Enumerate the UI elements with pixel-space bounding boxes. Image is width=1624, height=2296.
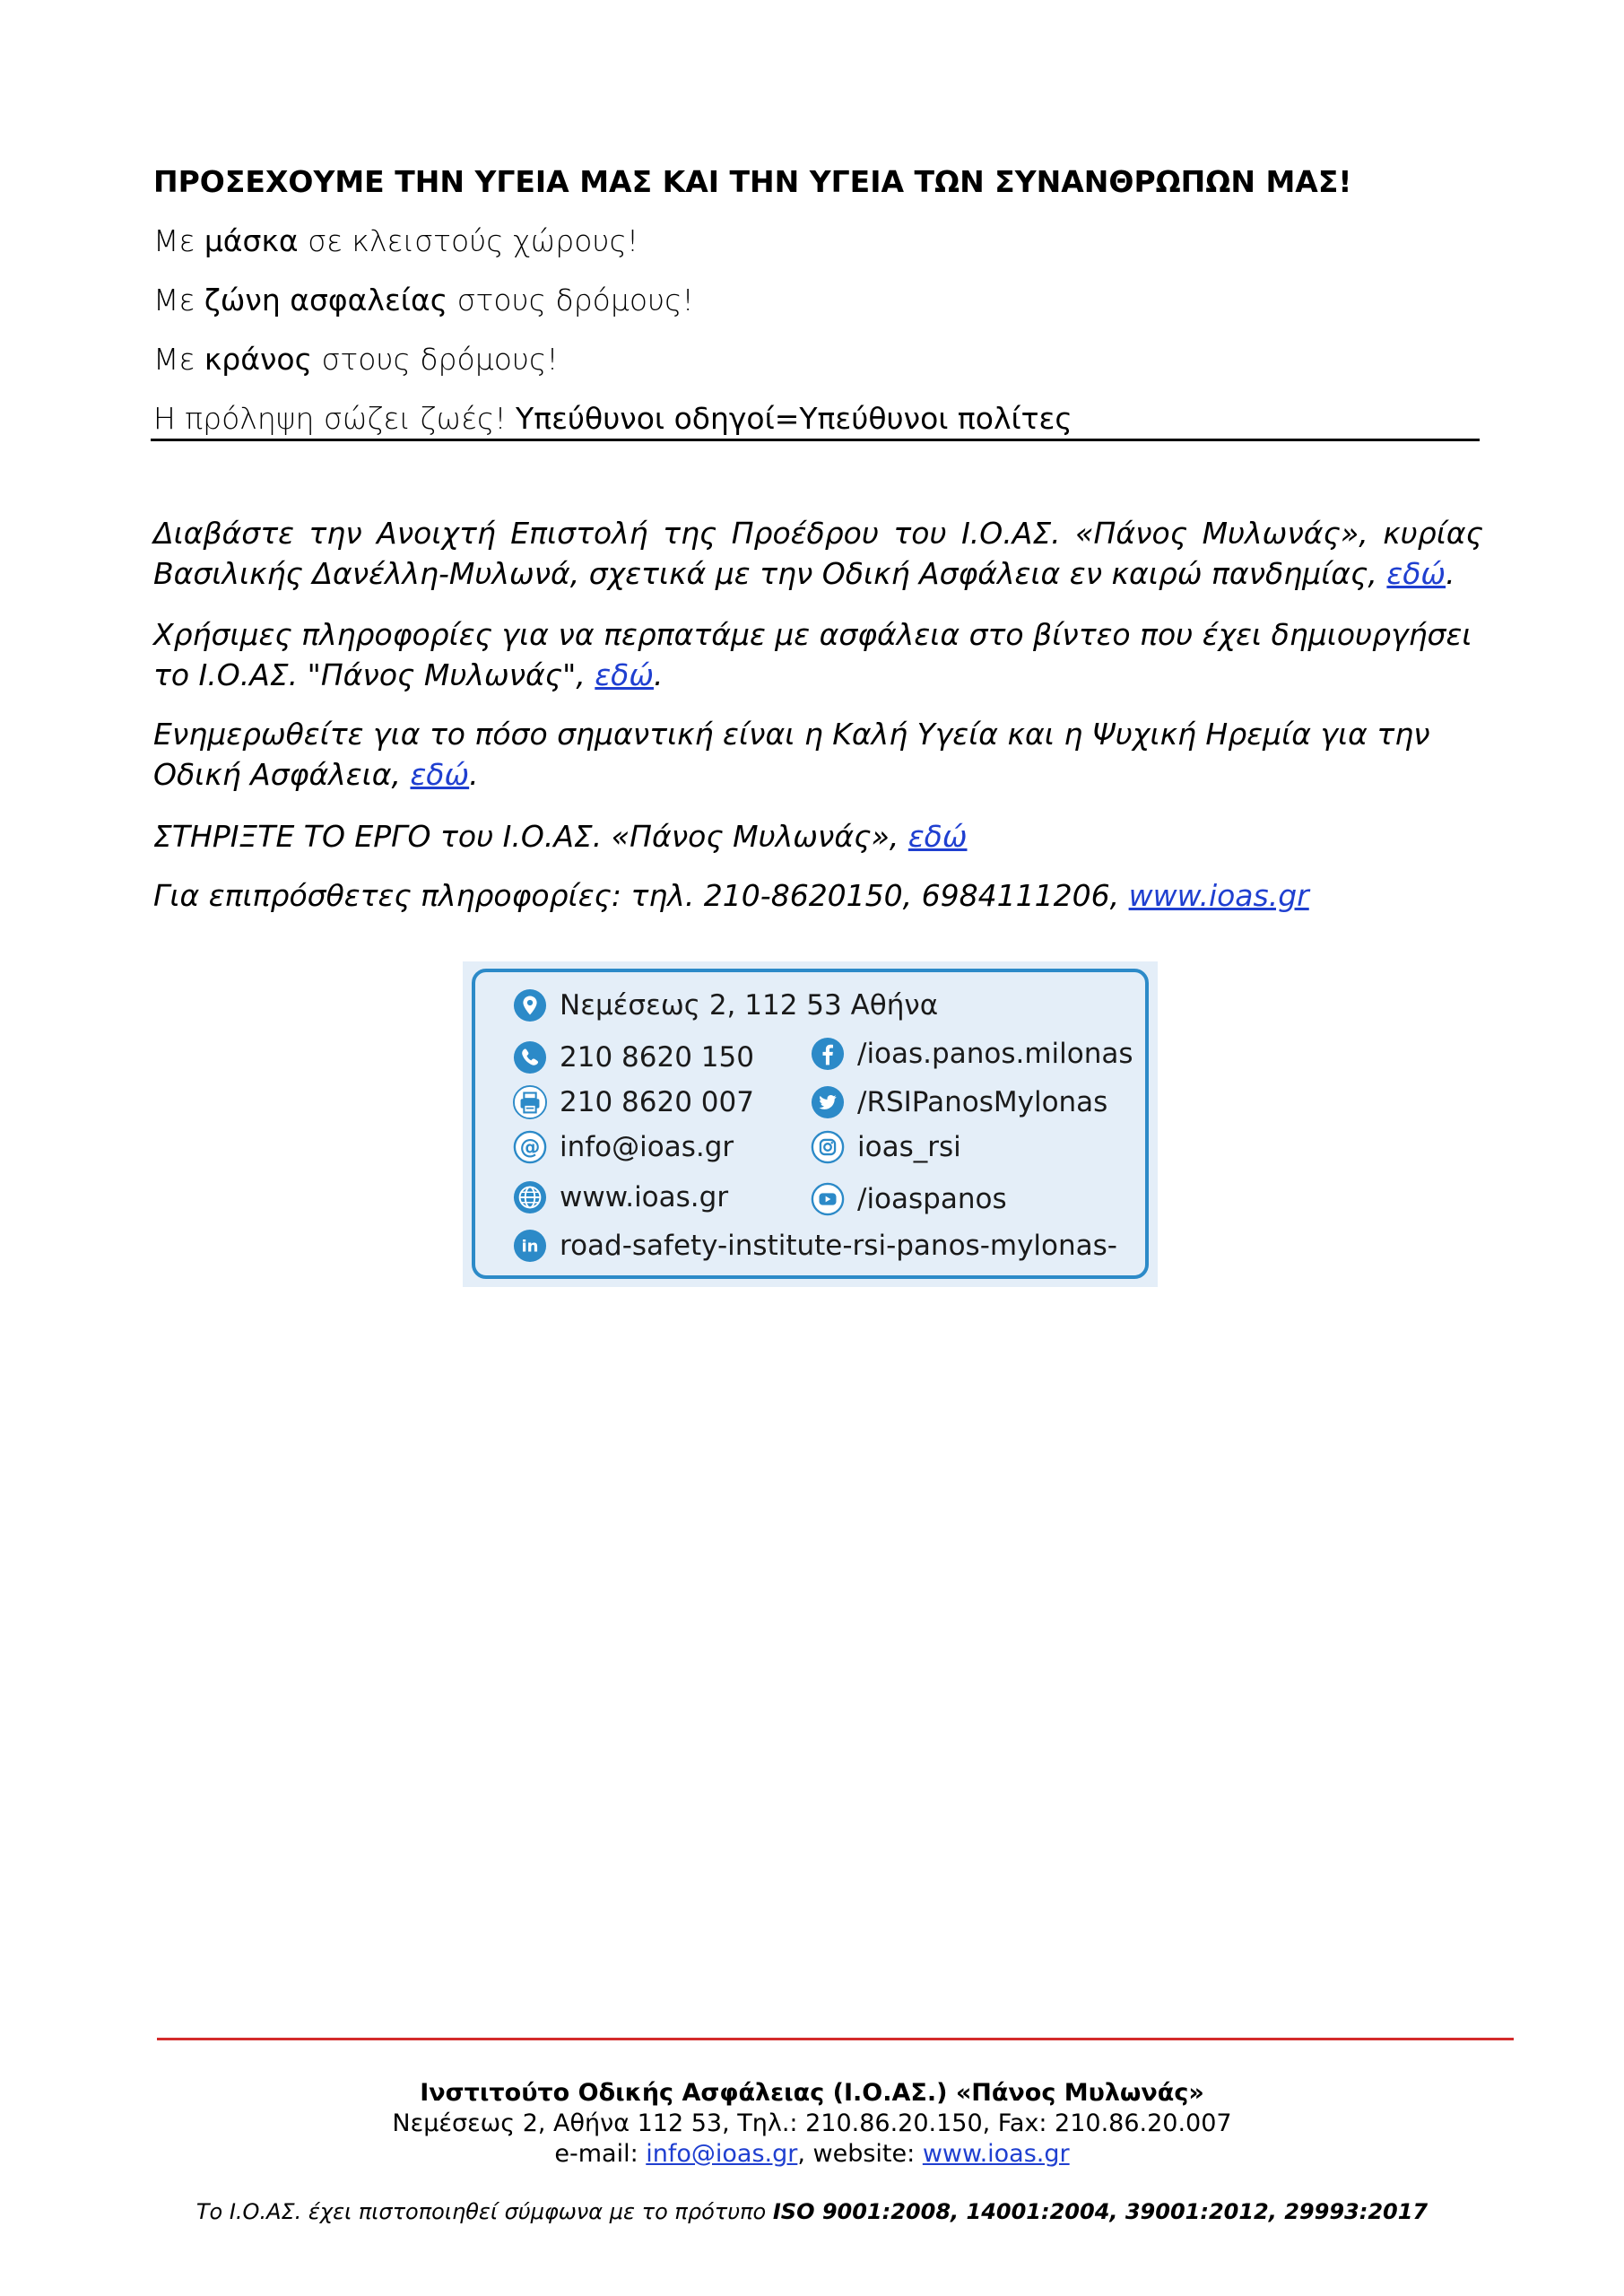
contact-address: Νεμέσεως 2, 112 53 Αθήνα	[513, 988, 938, 1022]
instagram-icon	[811, 1130, 845, 1164]
contact-twitter[interactable]: /RSIPanosMylonas	[811, 1085, 1107, 1119]
footer-email-link[interactable]: info@ioas.gr	[646, 2140, 798, 2168]
twitter-icon	[811, 1085, 845, 1119]
phone-icon	[513, 1040, 547, 1074]
footer-address: Νεμέσεως 2, Αθήνα 112 53, Τηλ.: 210.86.20.150, Fax: 210.86.20.007	[392, 2109, 1232, 2137]
contact-instagram[interactable]: ioas_rsi	[811, 1130, 961, 1164]
printer-icon	[513, 1085, 547, 1119]
health-paragraph: Ενημερωθείτε για το πόσο σημαντική είναι η Καλή Υγεία και η Ψυχική Ηρεμία για την Οδική Ασφάλεια, εδώ.	[153, 717, 1430, 792]
prevention-line: Η πρόληψη σώζει ζωές! Υπεύθυνοι οδηγοί=Υπεύθυνοι πολίτες	[153, 401, 1073, 436]
svg-text:in: in	[521, 1237, 539, 1257]
helmet-line: Με κράνος στους δρόμους!	[153, 342, 559, 377]
contact-facebook[interactable]: /ioas.panos.milonas	[811, 1037, 1133, 1071]
at-sign-icon	[513, 1130, 547, 1164]
globe-icon	[513, 1180, 547, 1214]
location-pin-icon	[513, 988, 547, 1022]
contact-card-frame	[472, 969, 1149, 1279]
headline: ΠΡΟΣΕΧΟΥΜΕ ΤΗΝ ΥΓΕΙΑ ΜΑΣ ΚΑΙ ΤΗΝ ΥΓΕΙΑ ΤΩΝ ΣΥΝΑΝΘΡΩΠΩΝ ΜΑΣ!	[153, 164, 1352, 199]
linkedin-icon	[513, 1229, 547, 1263]
contact-fax: 210 8620 007	[513, 1085, 754, 1119]
video-link[interactable]: εδώ	[595, 657, 654, 692]
mask-line: Με μάσκα σε κλειστούς χώρους!	[153, 223, 639, 258]
footer-certification: Το Ι.Ο.ΑΣ. έχει πιστοποιηθεί σύμφωνα με το πρότυπο ISO 9001:2008, 14001:2004, 39001:2012, 29993:2017	[195, 2199, 1429, 2224]
footer-divider	[157, 2038, 1514, 2040]
contact-web[interactable]: www.ioas.gr	[513, 1180, 728, 1214]
footer-org: Ινστιτούτο Οδικής Ασφάλειας (Ι.Ο.ΑΣ.) «Πάνος Μυλωνάς»	[420, 2079, 1204, 2107]
letter-paragraph: Διαβάστε την Ανοιχτή Επιστολή της Προέδρου του Ι.Ο.ΑΣ. «Πάνος Μυλωνάς», κυρίας Βασιλικής Δανέλλη-Μυλωνά, σχετικά με την Οδική Ασφάλεια εν καιρώ πανδημίας, εδώ.	[153, 516, 1483, 591]
support-paragraph: ΣΤΗΡΙΞΤΕ ΤΟ ΕΡΓΟ του Ι.Ο.ΑΣ. «Πάνος Μυλωνάς», εδώ	[153, 819, 968, 854]
contact-linkedin[interactable]: in road-safety-institute-rsi-panos-mylonas-	[513, 1229, 1117, 1263]
video-paragraph: Χρήσιμες πληροφορίες για να περπατάμε με ασφάλεια στο βίντεο που έχει δημιουργήσει το Ι.Ο.ΑΣ. "Πάνος Μυλωνάς", εδώ.	[153, 617, 1472, 692]
website-link[interactable]: www.ioas.gr	[1128, 878, 1309, 913]
contact-youtube[interactable]: /ioaspanos	[811, 1182, 1007, 1216]
svg-text:@: @	[519, 1135, 541, 1160]
info-paragraph: Για επιπρόσθετες πληροφορίες: τηλ. 210-8620150, 6984111206, www.ioas.gr	[153, 878, 1309, 913]
belt-line: Με ζώνη ασφαλείας στους δρόμους!	[153, 283, 694, 317]
contact-card	[463, 961, 1158, 1287]
youtube-icon	[811, 1182, 845, 1216]
contact-email[interactable]: @ info@ioas.gr	[513, 1130, 734, 1164]
divider	[151, 439, 1480, 441]
health-link[interactable]: εδώ	[410, 757, 470, 792]
facebook-icon	[811, 1037, 845, 1071]
contact-phone[interactable]: 210 8620 150	[513, 1040, 754, 1074]
letter-link[interactable]: εδώ	[1386, 556, 1446, 591]
footer-website-link[interactable]: www.ioas.gr	[922, 2140, 1070, 2168]
support-link[interactable]: εδώ	[908, 819, 968, 854]
footer-contact: e-mail: info@ioas.gr, website: www.ioas.gr	[554, 2140, 1070, 2168]
